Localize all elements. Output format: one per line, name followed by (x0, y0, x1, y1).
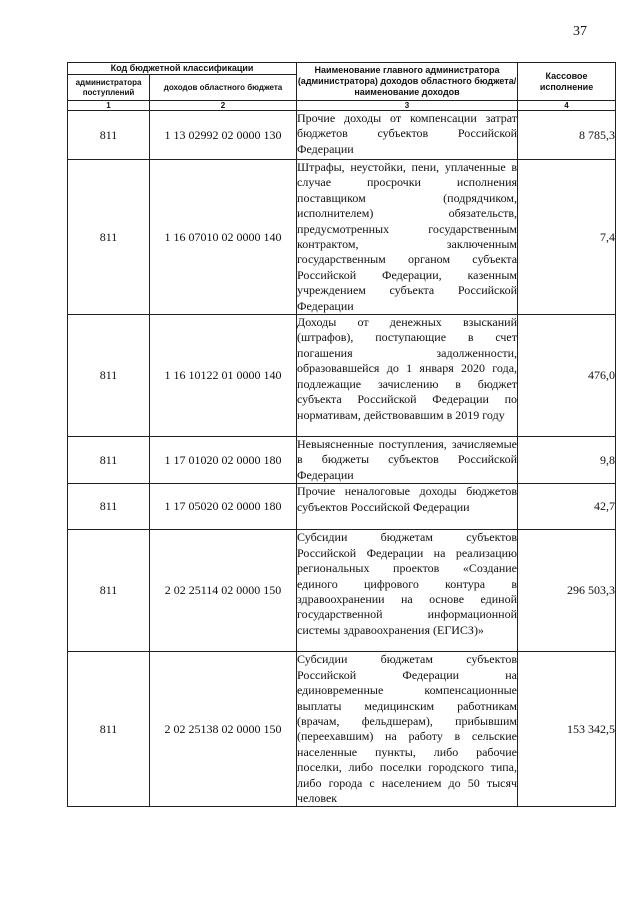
admin-code: 811 (68, 652, 150, 807)
header-name: Наименование главного администратора (администратора) доходов областного бюджета/ наименование доходов (297, 63, 518, 101)
income-code: 1 17 01020 02 0000 180 (150, 437, 297, 484)
admin-code: 811 (68, 437, 150, 484)
admin-code: 811 (68, 160, 150, 315)
cash-execution-amount: 9,8 (518, 437, 616, 484)
income-code: 1 16 10122 01 0000 140 (150, 315, 297, 437)
table-row (68, 437, 616, 484)
income-name: Прочие доходы от компенсации затрат бюджетов субъектов Российской Федерации (297, 111, 518, 160)
income-name: Доходы от денежных взысканий (штрафов), поступающие в счет погашения задолженности, образовавшейся до 1 января 2020 года, подлежащие зачислению в бюджет субъекта Российской Федерации по нормативам, действовавшим в 2019 году (297, 315, 518, 437)
income-code: 1 17 05020 02 0000 180 (150, 484, 297, 530)
header-col-num-1: 1 (68, 101, 150, 111)
budget-table (67, 62, 616, 807)
income-code: 1 16 07010 02 0000 140 (150, 160, 297, 315)
cash-execution-amount: 42,7 (518, 484, 616, 530)
income-name: Субсидии бюджетам субъектов Российской Федерации на единовременные компенсационные выплаты медицинским работникам (врачам, фельдшерам), прибывшим (переехавшим) на работу в сельские населенные пункты, либо рабочие поселки, либо поселки городского типа, либо города с населением до 50 тысяч человек (297, 652, 518, 805)
income-name: Штрафы, неустойки, пени, уплаченные в случае просрочки исполнения поставщиком (подрядчиком, исполнителем) обязательств, предусмотренных государственным контрактом, заключенным государственным органом субъекта Российской Федерации, казенным учреждением субъекта Российской Федерации (297, 160, 518, 313)
header-amount: Кассовое исполнение (518, 63, 616, 101)
cash-execution-amount: 153 342,5 (518, 652, 616, 807)
cash-execution-amount: 7,4 (518, 160, 616, 315)
cash-execution-amount: 476,0 (518, 315, 616, 437)
header-col-num-2: 2 (150, 101, 297, 111)
cash-execution-amount: 296 503,3 (518, 530, 616, 652)
income-name: Невыясненные поступления, зачисляемые в бюджеты субъектов Российской Федерации (297, 437, 518, 482)
cash-execution-amount: 8 785,3 (518, 111, 616, 160)
admin-code: 811 (68, 111, 150, 160)
header-admin: администратора поступлений (68, 75, 150, 101)
admin-code: 811 (68, 484, 150, 530)
header-col-num-3: 3 (297, 101, 518, 111)
table-row (68, 530, 616, 652)
table-row (68, 652, 616, 807)
admin-code: 811 (68, 315, 150, 437)
admin-code: 811 (68, 530, 150, 652)
income-name: Прочие неналоговые доходы бюджетов субъектов Российской Федерации (297, 484, 518, 530)
income-code: 2 02 25114 02 0000 150 (150, 530, 297, 652)
income-name: Субсидии бюджетам субъектов Российской Федерации на реализацию региональных проектов «Создание единого цифрового контура в здравоохранении на основе единой государственной информационной системы здравоохранения (ЕГИСЗ)» (297, 530, 518, 652)
table-row (68, 160, 616, 315)
income-code: 2 02 25138 02 0000 150 (150, 652, 297, 807)
page-number: 37 (573, 24, 587, 39)
table-row (68, 315, 616, 437)
header-budget-classification: Код бюджетной классификации (68, 63, 297, 75)
income-code: 1 13 02992 02 0000 130 (150, 111, 297, 160)
header-col-num-4: 4 (518, 101, 616, 111)
table-row (68, 484, 616, 530)
header-income: доходов областного бюджета (150, 75, 297, 101)
table-row (68, 111, 616, 160)
